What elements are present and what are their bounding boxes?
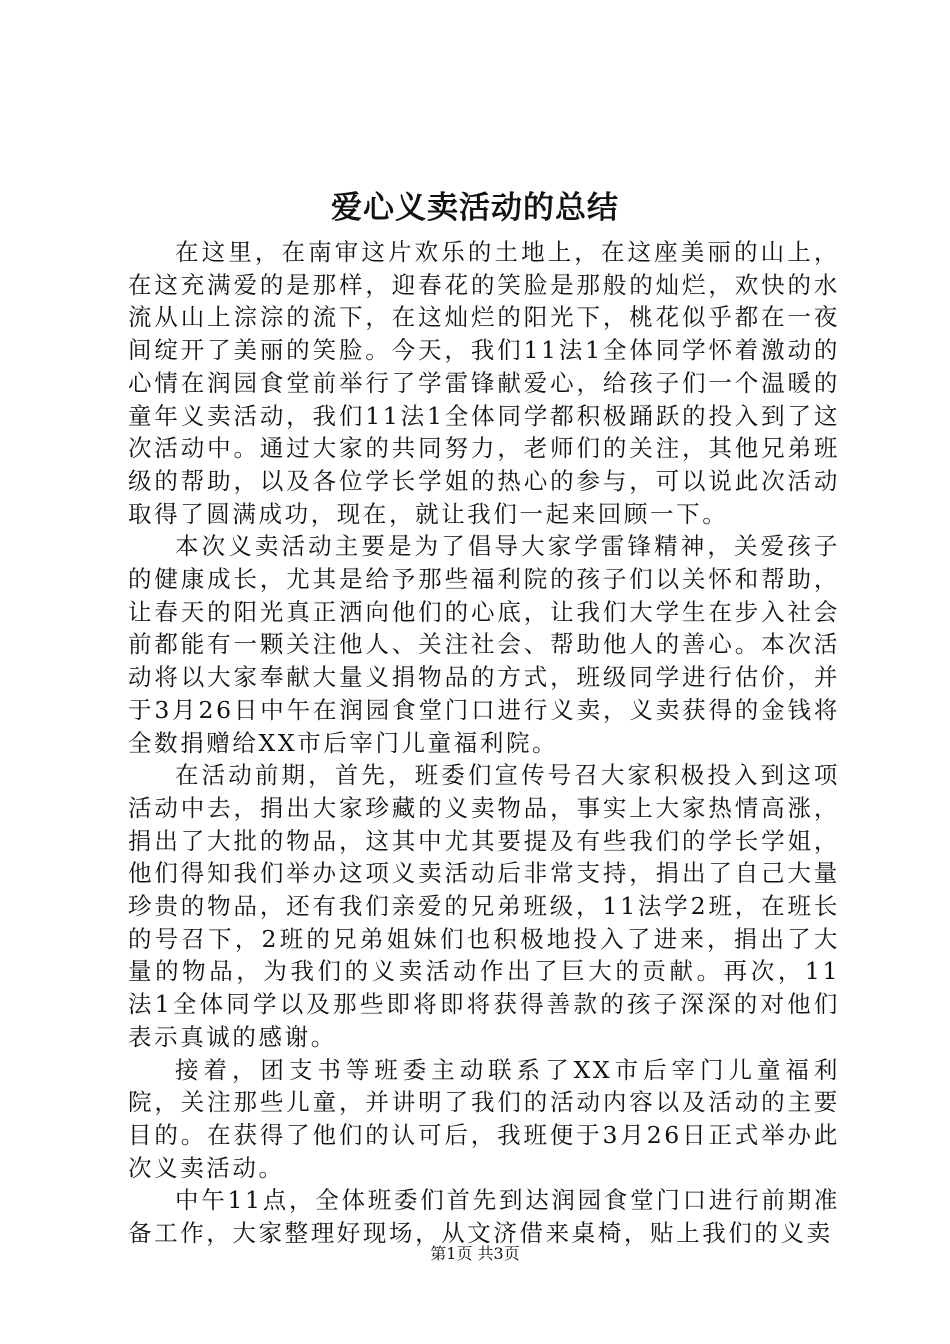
paragraph-2: 本次义卖活动主要是为了倡导大家学雷锋精神，关爱孩子的健康成长，尤其是给予那些福利院的孩子们以关怀和帮助，让春天的阳光真正洒向他们的心底，让我们大学生在步入社会前都能有一颗关注他人、关注社会、帮助他人的善心。本次活动将以大家奉献大量义捐物品的方式，班级同学进行估价，并于3月26日中午在润园食堂门口进行义卖，义卖获得的金钱将全数捐赠给XX市后宰门儿童福利院。: [128, 532, 840, 757]
paragraph-3: 在活动前期，首先，班委们宣传号召大家积极投入到这项活动中去，捐出大家珍藏的义卖物品，事实上大家热情高涨，捐出了大批的物品，这其中尤其要提及有些我们的学长学姐，他们得知我们举办这项义卖活动后非常支持，捐出了自己大量珍贵的物品，还有我们亲爱的兄弟班级，11法学2班，在班长的号召下，2班的兄弟姐妹们也积极地投入了进来，捐出了大量的物品，为我们的义卖活动作出了巨大的贡献。再次，11法1全体同学以及那些即将即将获得善款的孩子深深的对他们表示真诚的感谢。: [128, 761, 840, 1051]
paragraph-4: 接着，团支书等班委主动联系了XX市后宰门儿童福利院，关注那些儿童，并讲明了我们的活动内容以及活动的主要目的。在获得了他们的认可后，我班便于3月26日正式举办此次义卖活动。: [128, 1055, 840, 1182]
page-number: 第1页 共3页: [430, 1244, 520, 1263]
page-footer: [0, 1242, 950, 1266]
document-title: 爱心义卖活动的总结: [331, 190, 619, 226]
paragraph-1: 在这里，在南审这片欢乐的土地上，在这座美丽的山上，在这充满爱的是那样，迎春花的笑脸是那般的灿烂，欢快的水流从山上淙淙的流下，在这灿烂的阳光下，桃花似乎都在一夜间绽开了美丽的笑脸。今天，我们11法1全体同学怀着激动的心情在润园食堂前举行了学雷锋献爱心，给孩子们一个温暖的童年义卖活动，我们11法1全体同学都积极踊跃的投入到了这次活动中。通过大家的共同努力，老师们的关注，其他兄弟班级的帮助，以及各位学长学姐的热心的参与，可以说此次活动取得了圆满成功，现在，就让我们一起来回顾一下。: [128, 238, 840, 528]
paragraph-5: 中午11点，全体班委们首先到达润园食堂门口进行前期准备工作，大家整理好现场，从文济借来桌椅，贴上我们的义卖: [128, 1186, 840, 1248]
document-body: [128, 236, 840, 1250]
